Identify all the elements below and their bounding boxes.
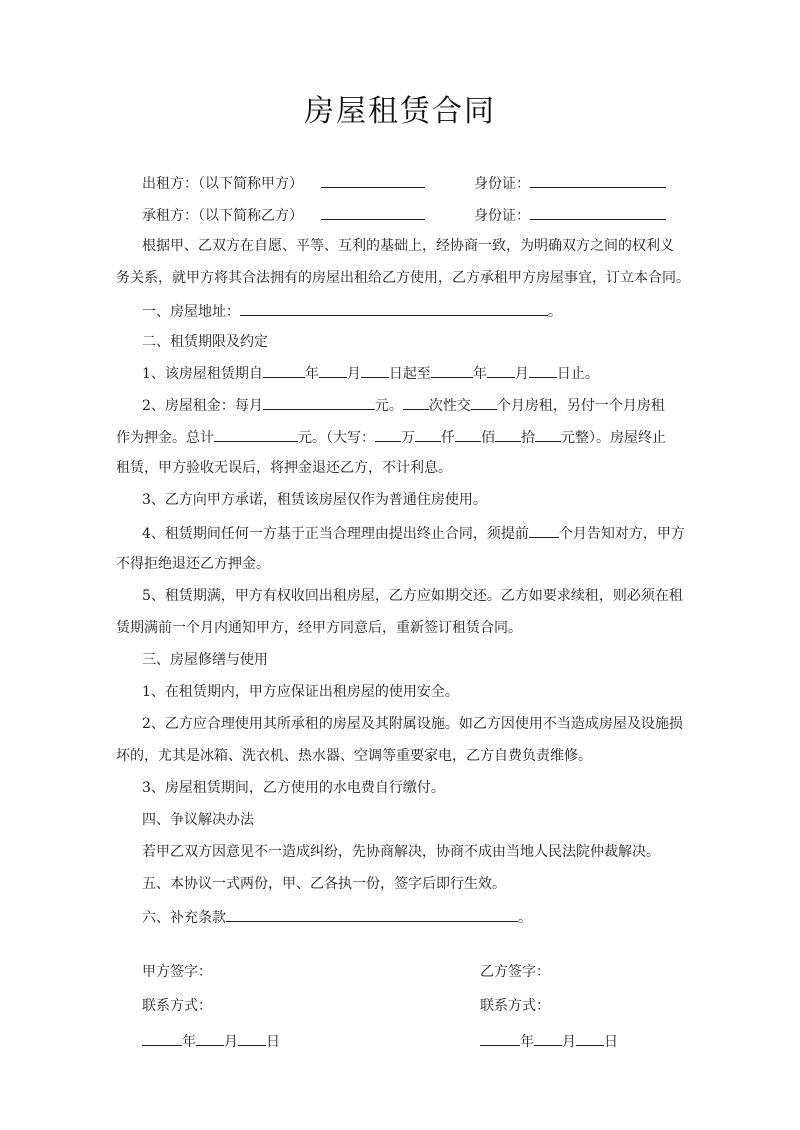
clause-2-4-line-1 [142, 522, 685, 544]
section-3-heading: 三、房屋修缮与使用 [142, 652, 268, 668]
clause-2-2-line-2 [116, 426, 666, 448]
period: 。 [548, 304, 562, 320]
section-5: 五、本协议一式两份，甲、乙各执一份，签字后即行生效。 [142, 876, 506, 892]
lessor-label: 出租方：（以下简称甲方） [142, 176, 303, 192]
clause-text: 日起至 [388, 366, 431, 382]
lessee-id-label: 身份证： [474, 208, 530, 224]
lessor-id-label: 身份证： [474, 176, 530, 192]
clause-text: 2、房屋租金：每月 [142, 398, 263, 414]
blank [529, 522, 559, 538]
clause-text: 元。（大写： [298, 430, 375, 446]
blank [319, 362, 347, 378]
clause-text: 作为押金。总计 [116, 430, 214, 446]
lessor-line [142, 172, 425, 194]
blank [196, 1030, 224, 1046]
blank [480, 1030, 520, 1046]
blank [415, 426, 441, 442]
clause-3-1: 1、在租赁期内，甲方应保证出租房屋的使用安全。 [142, 684, 459, 700]
blank [455, 426, 481, 442]
clause-2-1 [142, 362, 599, 384]
section-6 [142, 906, 532, 928]
clause-text: 佰 [481, 430, 495, 446]
period: 。 [518, 910, 532, 926]
blank [534, 1030, 562, 1046]
party-a-date [142, 1030, 280, 1052]
lessee-id-blank [530, 204, 666, 220]
clause-2-2-line-3: 租赁，甲方验收无误后，将押金退还乙方，不计利息。 [116, 460, 452, 476]
clause-text: 年 [472, 366, 487, 382]
clause-text: 月 [346, 366, 361, 382]
blank [375, 426, 401, 442]
clause-2-4-line-2: 不得拒绝退还乙方押金。 [116, 556, 270, 572]
clause-text: 仟 [441, 430, 455, 446]
blank [263, 394, 375, 410]
clause-text: 个月房租，另付一个月房租 [496, 398, 665, 414]
clause-2-5-line-2: 赁期满前一个月内通知甲方，经甲方同意后，重新签订租赁合同。 [116, 620, 522, 636]
clause-text: 次性交 [428, 398, 471, 414]
date-text: 日 [604, 1034, 618, 1050]
blank [403, 394, 429, 410]
blank [263, 362, 305, 378]
clause-text: 年 [304, 366, 319, 382]
address-blank [240, 300, 548, 316]
lessor-name-blank [321, 172, 425, 188]
blank [471, 394, 497, 410]
clause-text: 拾 [521, 430, 535, 446]
lessor-id-line [474, 172, 666, 194]
intro-line-1: 根据甲、乙双方在自愿、平等、互利的基础上，经协商一致，为明确双方之间的权利义 [142, 238, 674, 254]
blank [214, 426, 298, 442]
clause-2-2-line-1 [142, 394, 665, 416]
party-b-signature: 乙方签字： [480, 964, 550, 980]
section-2-heading: 二、租赁期限及约定 [142, 334, 268, 350]
blank [361, 362, 389, 378]
party-a-contact: 联系方式： [142, 998, 212, 1014]
blank [529, 362, 557, 378]
section-4-heading: 四、争议解决办法 [142, 812, 254, 828]
date-text: 月 [562, 1034, 576, 1050]
lessee-label: 承租方：（以下简称乙方） [142, 208, 303, 224]
date-text: 日 [266, 1034, 280, 1050]
lessor-id-blank [530, 172, 666, 188]
party-b-contact: 联系方式： [480, 998, 550, 1014]
date-text: 年 [182, 1034, 196, 1050]
date-text: 年 [520, 1034, 534, 1050]
blank [576, 1030, 604, 1046]
date-text: 月 [224, 1034, 238, 1050]
clause-text: 元整）。房屋终止 [561, 430, 666, 446]
lessee-id-line [474, 204, 666, 226]
clause-text: 日止。 [556, 366, 599, 382]
blank [495, 426, 521, 442]
clause-3-3: 3、房屋租赁期间，乙方使用的水电费自行缴付。 [142, 780, 445, 796]
blank [487, 362, 515, 378]
clause-2-3: 3、乙方向甲方承诺，租赁该房屋仅作为普通住房使用。 [142, 492, 487, 508]
clause-2-5-line-1: 5、租赁期满，甲方有权收回出租房屋，乙方应如期交还。乙方如要求续租，则必须在租 [142, 588, 683, 604]
section-1-address [142, 300, 562, 322]
page-title: 房屋租赁合同 [304, 94, 496, 129]
section-6-label: 六、补充条款 [142, 910, 226, 926]
section-1-label: 一、房屋地址： [142, 304, 240, 320]
clause-4-1: 若甲乙双方因意见不一造成纠纷，先协商解决，协商不成由当地人民法院仲裁解决。 [142, 844, 660, 860]
clause-text: 月 [514, 366, 529, 382]
lessee-name-blank [321, 204, 425, 220]
supplement-blank [226, 906, 518, 922]
lessee-line [142, 204, 425, 226]
clause-text: 4、租赁期间任何一方基于正当合理理由提出终止合同，须提前 [142, 526, 529, 542]
clause-text: 个月告知对方，甲方 [558, 526, 685, 542]
clause-text: 万 [401, 430, 415, 446]
intro-line-2: 务关系，就甲方将其合法拥有的房屋出租给乙方使用，乙方承租甲方房屋事宜，订立本合同。 [116, 270, 690, 286]
clause-3-2-line-1: 2、乙方应合理使用其所承租的房屋及其附属设施。如乙方因使用不当造成房屋及设施损 [142, 716, 683, 732]
blank [535, 426, 561, 442]
clause-text: 1、该房屋租赁期自 [142, 366, 263, 382]
clause-3-2-line-2: 坏的，尤其是冰箱、洗衣机、热水器、空调等重要家电，乙方自费负责维修。 [116, 748, 592, 764]
blank [238, 1030, 266, 1046]
clause-text: 元。 [374, 398, 403, 414]
party-a-signature: 甲方签字： [142, 964, 212, 980]
blank [431, 362, 473, 378]
party-b-date [480, 1030, 618, 1052]
blank [142, 1030, 182, 1046]
